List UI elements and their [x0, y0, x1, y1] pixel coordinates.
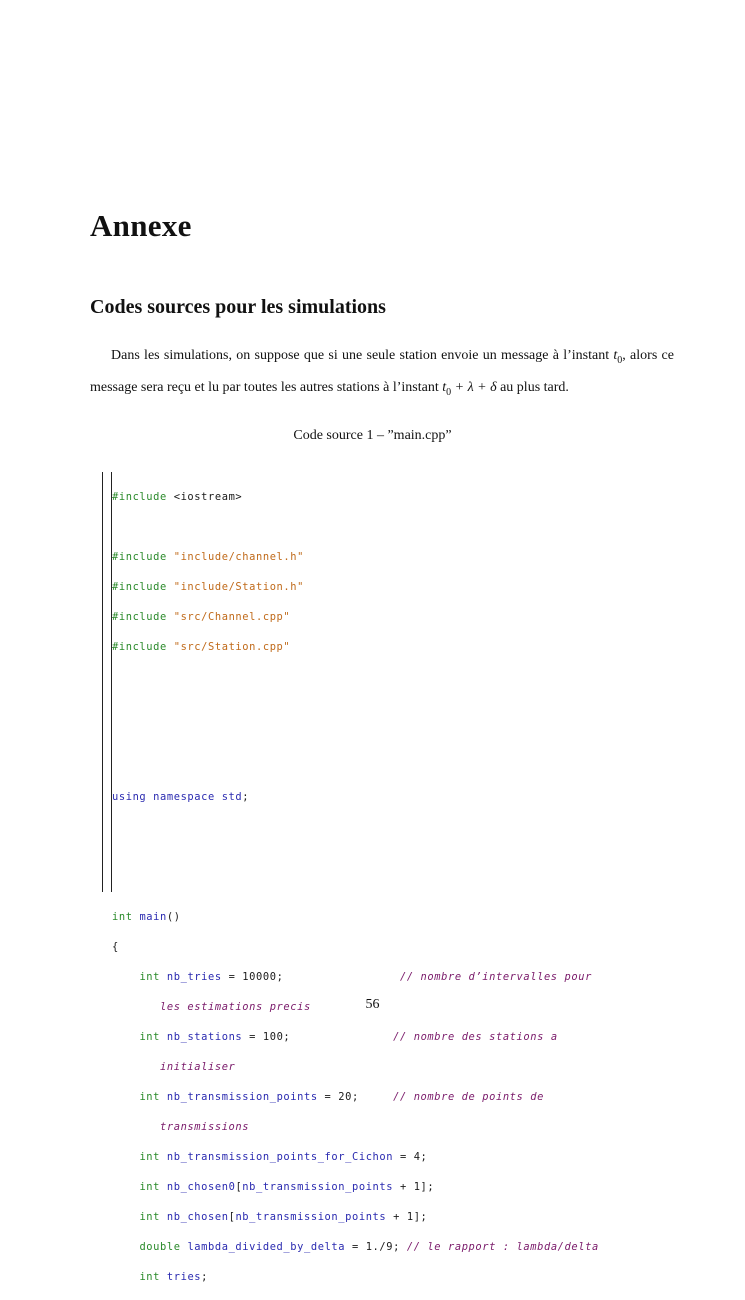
- code-line-blank: [112, 730, 599, 745]
- para-text-1: Dans les simulations, on suppose que si une seule station envoie un message à l’instant: [111, 348, 614, 363]
- t0-symbol: t: [613, 348, 618, 363]
- intro-paragraph: [90, 342, 674, 406]
- code-line: double lambda_divided_by_delta = 1./9; // le rapport : lambda/delta: [139, 1241, 599, 1253]
- code-caption: Code source 1 – ”main.cpp”: [293, 428, 452, 443]
- lambda-delta-expr: + λ + δ: [451, 379, 497, 395]
- code-line: int nb_stations = 100; // nombre des stations a: [139, 1031, 558, 1043]
- code-line: int nb_chosen0[nb_transmission_points + 1];: [139, 1181, 435, 1193]
- code-line: #include "src/Station.cpp": [112, 641, 291, 653]
- code-line-blank: [112, 700, 599, 715]
- code-line: initialiser: [160, 1061, 236, 1073]
- code-line: int nb_transmission_points_for_Cichon = 4;: [139, 1151, 428, 1163]
- para-text-2: , alors ce message sera reçu et lu par toutes les autres stations à l’instant: [90, 348, 674, 395]
- code-line: #include "include/channel.h": [112, 551, 304, 563]
- section-title: Codes sources pour les simulations: [90, 296, 386, 318]
- page-number: 56: [365, 997, 380, 1012]
- code-line: int nb_tries = 10000; // nombre d’intervalles pour: [139, 971, 592, 983]
- code-line: {: [112, 941, 119, 953]
- code-line: #include "src/Channel.cpp": [112, 611, 291, 623]
- code-line: les estimations precis: [160, 1001, 311, 1013]
- code-line: #include <iostream>: [112, 491, 243, 503]
- code-line: int nb_transmission_points = 20; // nombre de points de: [139, 1091, 544, 1103]
- code-line-blank: [112, 670, 599, 685]
- chapter-title: Annexe: [90, 208, 192, 243]
- code-line: int nb_chosen[nb_transmission_points + 1];: [139, 1211, 428, 1223]
- t0-subscript-2: 0: [446, 386, 452, 398]
- code-line-blank: [112, 760, 599, 775]
- t0-symbol-2: t: [442, 379, 447, 395]
- code-listing: [112, 475, 599, 1300]
- code-line: #include "include/Station.h": [112, 581, 304, 593]
- code-line-blank: [112, 520, 599, 535]
- code-line: using namespace std;: [112, 791, 250, 803]
- code-line: transmissions: [160, 1121, 250, 1133]
- code-frame: [102, 472, 112, 892]
- code-line-blank: [112, 880, 599, 895]
- t0-subscript: 0: [617, 354, 623, 366]
- code-line-blank: [112, 850, 599, 865]
- code-line: int tries;: [139, 1271, 209, 1283]
- code-line-blank: [112, 820, 599, 835]
- code-line: int main(): [112, 911, 181, 923]
- para-text-3: au plus tard.: [496, 379, 569, 395]
